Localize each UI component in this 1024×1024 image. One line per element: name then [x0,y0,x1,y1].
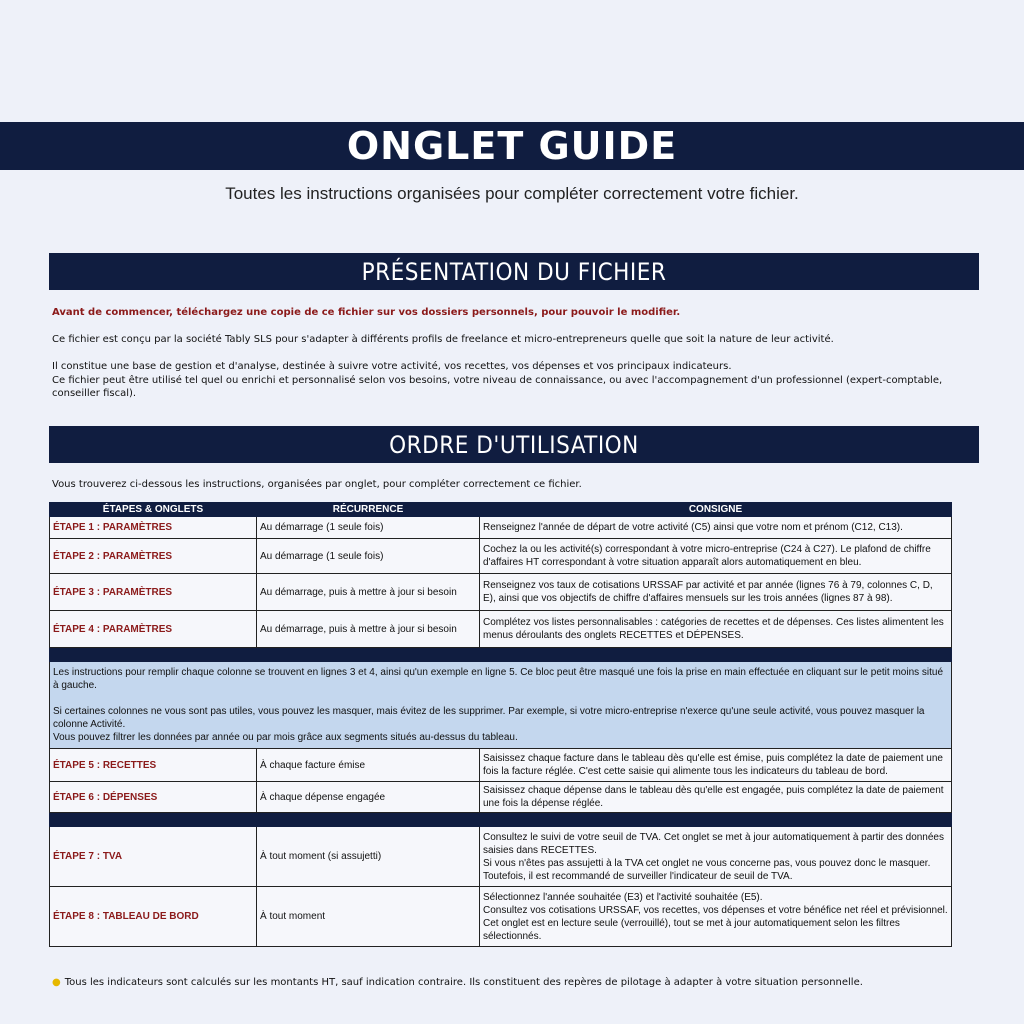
table-row [50,517,952,539]
table-row [50,887,952,947]
table-row [50,539,952,574]
page-title: ONGLET GUIDE [346,124,678,168]
recurrence-cell: Au démarrage, puis à mettre à jour si besoin [257,611,480,648]
column-header: CONSIGNE [480,503,952,517]
table-row [50,827,952,887]
column-header: ÉTAPES & ONGLETS [50,503,257,517]
consigne-line: Sélectionnez l'année souhaitée (E3) et l'activité souhaitée (E5). [483,891,763,903]
recurrence-cell: Au démarrage (1 seule fois) [257,517,480,539]
step-cell: ÉTAPE 6 : DÉPENSES [50,782,257,813]
consigne-cell: Saisissez chaque dépense dans le tableau dès qu'elle est engagée, puis complétez la date de paiement une fois la dépense réglée. [480,782,952,813]
presentation-paragraph-2: Il constitue une base de gestion et d'analyse, destinée à suivre votre activité, vos recettes, vos dépenses et vos principaux indicateurs. [52,361,732,372]
consigne-cell: Cochez la ou les activité(s) correspondant à votre micro-entreprise (C24 à C27). Le plafond de chiffre d'affaires HT correspondant à votre situation apparaît alors automatiquement en bleu. [480,539,952,574]
presentation-paragraph-1: Ce fichier est conçu par la société Tably SLS pour s'adapter à différents profils de freelance et micro-entrepreneurs quelle que soit la nature de leur activité. [52,334,834,345]
step-cell: ÉTAPE 7 : TVA [50,827,257,887]
step-cell: ÉTAPE 4 : PARAMÈTRES [50,611,257,648]
footer-note [52,977,962,988]
consigne-cell: Renseignez vos taux de cotisations URSSAF par activité et par année (lignes 76 à 79, colonnes C, D, E), ainsi que vos objectifs de chiffre d'affaires mensuels sur les trois années (lignes 87 à 98). [480,574,952,611]
page-subtitle: Toutes les instructions organisées pour compléter correctement votre fichier. [225,184,799,203]
footer-text: Tous les indicateurs sont calculés sur les montants HT, sauf indication contraire. Ils constituent des repères de pilotage à adapter à votre situation personnelle. [64,977,863,988]
table-row [50,574,952,611]
table-row [50,782,952,813]
info-line-2: Si certaines colonnes ne vous sont pas utiles, vous pouvez les masquer, mais évitez de les supprimer. Par exemple, si votre micro-entreprise n'exerce qu'une seule activité, vous pouvez masquer la colonne Activité. [53,706,925,730]
section-ordre-title: ORDRE D'UTILISATION [49,426,979,463]
warning-text: Avant de commencer, téléchargez une copie de ce fichier sur vos dossiers personnels, pour pouvoir le modifier. [52,307,681,318]
ordre-intro: Vous trouverez ci-dessous les instructions, organisées par onglet, pour compléter correctement ce fichier. [52,479,582,490]
column-header: RÉCURRENCE [257,503,480,517]
separator-row [50,813,952,827]
section-presentation-title: PRÉSENTATION DU FICHIER [49,253,979,290]
consigne-cell: Saisissez chaque facture dans le tableau dès qu'elle est émise, puis complétez la date de paiement une fois la facture réglée. C'est cette saisie qui alimente tous les indicateurs du tableau de bord. [480,749,952,782]
step-cell: ÉTAPE 8 : TABLEAU DE BORD [50,887,257,947]
table-header-row [50,503,952,517]
consigne-cell [480,827,952,887]
consigne-line: Consultez vos cotisations URSSAF, vos recettes, vos dépenses et votre bénéfice net réel et prévisionnel. Cet onglet est en lecture seule (verrouillé), tout se met à jour automatiquement selon les filtres sélectionnés. [483,904,948,942]
consigne-cell: Complétez vos listes personnalisables : catégories de recettes et de dépenses. Ces listes alimentent les menus déroulants des onglets RECETTES et DÉPENSES. [480,611,952,648]
table-row [50,611,952,648]
info-cell [50,662,952,749]
consigne-cell: Renseignez l'année de départ de votre activité (C5) ainsi que votre nom et prénom (C12, C13). [480,517,952,539]
consigne-cell [480,887,952,947]
step-cell: ÉTAPE 5 : RECETTES [50,749,257,782]
info-row [50,662,952,749]
step-cell: ÉTAPE 2 : PARAMÈTRES [50,539,257,574]
table-row [50,749,952,782]
presentation-paragraph-3: Ce fichier peut être utilisé tel quel ou enrichi et personnalisé selon vos besoins, votre niveau de connaissance, ou avec l'accompagnement d'un professionnel (expert-comptable, conseiller fiscal). [52,375,943,399]
step-cell: ÉTAPE 3 : PARAMÈTRES [50,574,257,611]
separator-row [50,648,952,662]
recurrence-cell: Au démarrage (1 seule fois) [257,539,480,574]
recurrence-cell: À tout moment [257,887,480,947]
title-banner [0,122,1024,170]
recurrence-cell: À chaque facture émise [257,749,480,782]
recurrence-cell: À chaque dépense engagée [257,782,480,813]
info-line-1: Les instructions pour remplir chaque colonne se trouvent en lignes 3 et 4, ainsi qu'un exemple en ligne 5. Ce bloc peut être masqué une fois la prise en main effectuée en cliquant sur le petit moins situé à gauche. [53,667,944,691]
info-line-3: Vous pouvez filtrer les données par année ou par mois grâce aux segments situés au-dessus du tableau. [53,732,518,743]
lightbulb-icon: ● [52,977,61,988]
recurrence-cell: À tout moment (si assujetti) [257,827,480,887]
consigne-line: Si vous n'êtes pas assujetti à la TVA cet onglet ne vous concerne pas, vous pouvez donc le masquer. Toutefois, il est recommandé de surveiller l'indicateur de seuil de TVA. [483,857,931,882]
recurrence-cell: Au démarrage, puis à mettre à jour si besoin [257,574,480,611]
guide-table [49,502,952,947]
step-cell: ÉTAPE 1 : PARAMÈTRES [50,517,257,539]
consigne-line: Consultez le suivi de votre seuil de TVA. Cet onglet se met à jour automatiquement à partir des données saisies dans RECETTES. [483,831,944,856]
